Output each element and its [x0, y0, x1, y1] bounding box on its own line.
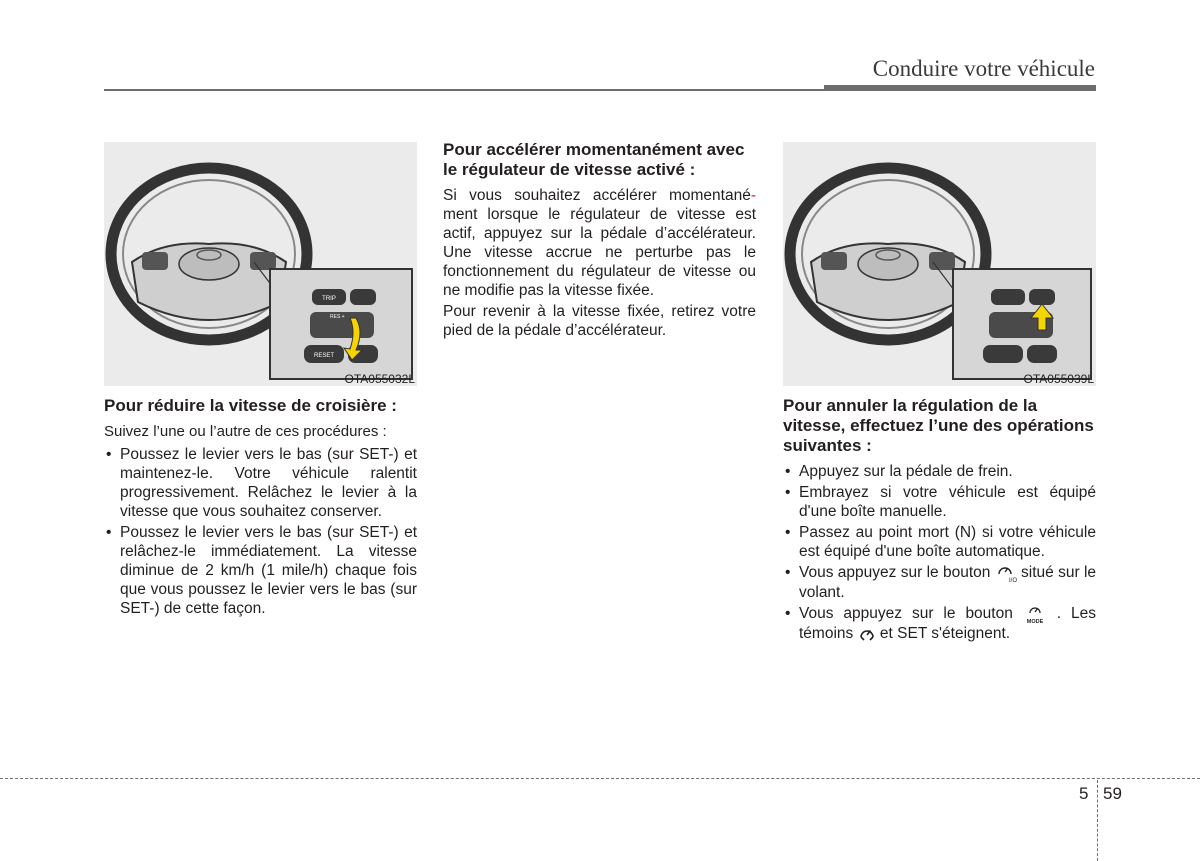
reset-label: RESET: [313, 353, 335, 359]
steering-wheel-illustration: [783, 142, 1096, 386]
footer-dashed-rule: [0, 778, 1200, 779]
section-number: 5: [1079, 784, 1089, 803]
footer-dashed-divider: [1097, 780, 1098, 861]
res-label: RES +: [330, 314, 345, 320]
item-text: Vous appuyez sur le bouton: [799, 605, 1013, 623]
item-text: . Les témoins: [799, 605, 1097, 642]
list-item: • Poussez le levier vers le bas (sur SET-) et maintenez-le. Votre véhicule ralentit progressivement. Relâchez le levier à la vitesse que vous souhaitez conserver.: [104, 445, 417, 521]
cancel-list: [783, 462, 1096, 643]
io-label: I/O: [1008, 578, 1017, 583]
section-heading-reduce-speed: Pour réduire la vitesse de croisière :: [104, 396, 397, 415]
cruise-indicator-icon: [858, 625, 876, 643]
steering-wheel-figure-cancel: [783, 142, 1096, 386]
trip-label: TRIP: [322, 296, 336, 302]
column-right: [783, 142, 1096, 645]
list-item: • Appuyez sur la pédale de frein.: [783, 462, 1096, 481]
reduce-speed-list: [104, 445, 417, 618]
figure-code: OTA055039L: [1023, 372, 1094, 386]
list-item: • Poussez le levier vers le bas (sur SET-) et relâchez-le immédiatement. La vitesse diminue de 2 km/h (1 mile/h) chaque fois que vous poussez le levier vers le bas (sur SET-) de cette façon.: [104, 523, 417, 618]
figure-code: OTA055032L: [344, 372, 415, 386]
return-paragraph: Pour revenir à la vitesse fixée, retirez votre pied de la pédale d’accélérateur.: [443, 303, 756, 339]
list-item: • Embrayez si votre véhicule est équipé d'une boîte manuelle.: [783, 483, 1096, 521]
red-hyphen: -: [750, 187, 756, 204]
list-item: [783, 563, 1096, 602]
para-text: Si vous souhaitez accélérer momentané: [443, 187, 751, 204]
page-number: 59: [1103, 784, 1122, 803]
steering-wheel-illustration: [104, 142, 417, 386]
para-text: ment lorsque le régulateur de vitesse est actif, appuyez sur la pédale d’accélérateur. Une vitesse accrue ne perturbe pas le fonctionnement du régulateur de vitesse ou ne modifie pas la vitesse fixée.: [443, 206, 756, 299]
section-heading-cancel: Pour annuler la régulation de la vitesse, effectuez l’une des opérations suivantes :: [783, 396, 1094, 455]
mode-label: MODE: [1026, 619, 1044, 624]
list-item: • Passez au point mort (N) si votre véhicule est équipé d'une boîte automatique.: [783, 523, 1096, 561]
cruise-mode-icon: [1023, 604, 1047, 624]
header-rule-thin: [104, 89, 826, 91]
section-heading-accelerate: Pour accélérer momentanément avec le régulateur de vitesse activé :: [443, 140, 745, 179]
accelerate-paragraph: [443, 186, 756, 300]
item-text: Vous appuyez sur le bouton: [799, 564, 991, 582]
cruise-io-icon: [995, 563, 1017, 583]
item-text: situé sur le volant.: [799, 564, 1097, 601]
column-middle: [443, 140, 756, 340]
column-left: [104, 142, 417, 620]
header-rule-thick: [824, 85, 1096, 91]
page-header-title: Conduire votre véhicule: [872, 56, 1095, 81]
item-text: et SET s'éteignent.: [879, 625, 1011, 642]
steering-wheel-figure-down: [104, 142, 417, 386]
intro-text: Suivez l’une ou l’autre de ces procédures :: [104, 423, 387, 440]
list-item: [783, 604, 1096, 643]
